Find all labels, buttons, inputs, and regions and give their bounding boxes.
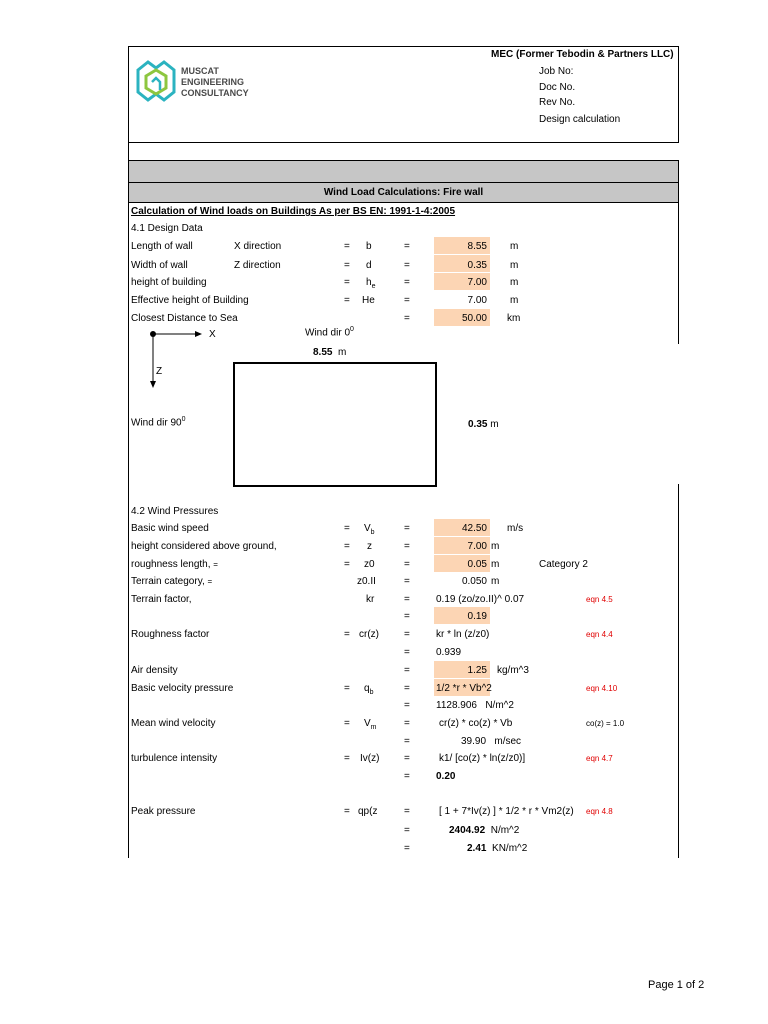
height-label: height of building: [131, 277, 207, 288]
iv-ref: eqn 4.7: [586, 754, 613, 763]
terrain-factor-label: Terrain factor,: [131, 594, 192, 605]
vm-eq1: =: [344, 718, 350, 729]
iv-eq2: =: [404, 753, 410, 764]
wind-speed-symbol: $V_b$: [364, 523, 375, 536]
length-label: Length of wall: [131, 241, 193, 252]
roughness-factor-symbol: cr(z): [359, 629, 379, 640]
length-direction: X direction: [234, 241, 282, 252]
eff-height-symbol: He: [362, 295, 375, 306]
sea-distance-unit: km: [507, 313, 521, 324]
qp-ref: eqn 4.8: [586, 807, 613, 816]
logo-line-3: CONSULTANCY: [181, 88, 249, 98]
top-border: [128, 46, 679, 47]
terrain-factor-eq2: =: [404, 594, 410, 605]
qb-symbol: $q_b$: [364, 683, 374, 696]
vm-symbol: $V_m$: [364, 718, 377, 731]
qp-eq4: =: [404, 843, 410, 854]
eff-height-value: 7.00: [467, 295, 487, 306]
right-border-lower: [678, 484, 679, 858]
wind-pressures-heading: 4.2 Wind Pressures: [131, 506, 219, 517]
height-symbol: $h_e$: [366, 277, 376, 290]
page-subtitle: Calculation of Wind loads on Buildings As per BS EN: 1991-1-4:2005: [131, 206, 456, 217]
width-eq1: =: [344, 260, 350, 271]
vm-result: 39.90 m/sec: [461, 736, 522, 747]
right-border-mid: [678, 160, 679, 344]
z0-value: 0.05: [467, 559, 487, 570]
roughness-factor-eq3: =: [404, 647, 410, 658]
length-eq1: =: [344, 241, 350, 252]
z0-label: roughness length, =: [131, 559, 218, 570]
iv-result: 0.20: [436, 771, 456, 782]
z-eq1: =: [344, 541, 350, 552]
page-number: Page 1 of 2: [648, 979, 705, 991]
wind-speed-label: Basic wind speed: [131, 523, 209, 534]
terrain-category-label: Terrain category, =: [131, 576, 213, 587]
length-symbol: b: [366, 241, 372, 252]
air-density-value: 1.25: [467, 665, 487, 676]
title-divider: [128, 202, 679, 203]
eff-height-unit: m: [510, 295, 519, 306]
wind-speed-eq1: =: [344, 523, 350, 534]
wind-dir-0-label: Wind dir $0^0$: [305, 326, 354, 339]
terrain-category-symbol: z0.II: [357, 576, 376, 587]
wind-dir-90-label: Wind dir $90^0$: [131, 416, 186, 429]
air-density-eq2: =: [404, 665, 410, 676]
logo-line-1: MUSCAT: [181, 66, 219, 76]
rev-no-field: Rev No.: [539, 97, 576, 108]
length-unit: m: [510, 241, 519, 252]
vm-ref: co(z) = 1.0: [586, 719, 625, 728]
qb-eq3: =: [404, 700, 410, 711]
height-unit: m: [510, 277, 519, 288]
qp-eq1: =: [344, 806, 350, 817]
z-label: height considered above ground,: [131, 541, 277, 552]
sea-distance-eq2: =: [404, 313, 410, 324]
length-eq2: =: [404, 241, 410, 252]
iv-formula: k1/ [co(z) * ln(z/z0)]: [439, 753, 526, 764]
wall-plan-rectangle: [233, 362, 437, 487]
terrain-category-unit: m: [491, 576, 500, 587]
wind-speed-unit: m/s: [507, 523, 524, 534]
roughness-factor-label: Roughness factor: [131, 629, 210, 640]
width-direction: Z direction: [234, 260, 281, 271]
air-density-unit: kg/m^3: [497, 665, 529, 676]
terrain-category-eq2: =: [404, 576, 410, 587]
z-unit: m: [491, 541, 500, 552]
qb-eq2: =: [404, 683, 410, 694]
sea-distance-label: Closest Distance to Sea: [131, 313, 238, 324]
height-eq1: =: [344, 277, 350, 288]
qb-eq1: =: [344, 683, 350, 694]
width-eq2: =: [404, 260, 410, 271]
z-symbol: z: [367, 541, 372, 552]
vm-eq2: =: [404, 718, 410, 729]
company-name: MEC (Former Tebodin & Partners LLC): [491, 49, 674, 60]
qp-result: 2404.92 N/m^2: [449, 825, 520, 836]
logo-mark-icon: [134, 56, 178, 106]
iv-symbol: Iv(z): [360, 753, 380, 764]
qp-result-kn: 2.41 KN/m^2: [467, 843, 528, 854]
job-no-field: Job No:: [539, 66, 574, 77]
roughness-factor-eq1: =: [344, 629, 350, 640]
length-value: 8.55: [467, 241, 487, 252]
roughness-factor-formula: kr * ln (z/z0): [436, 629, 490, 640]
roughness-factor-ref: eqn 4.4: [586, 630, 613, 639]
x-axis-label: X: [209, 329, 216, 340]
z-axis-label: Z: [156, 366, 163, 377]
length-dimension: 8.55 m: [313, 347, 347, 358]
qb-label: Basic velocity pressure: [131, 683, 234, 694]
height-eq2: =: [404, 277, 410, 288]
roughness-factor-eq2: =: [404, 629, 410, 640]
width-value: 0.35: [467, 260, 487, 271]
height-value: 7.00: [467, 277, 487, 288]
iv-label: turbulence intensity: [131, 753, 218, 764]
terrain-factor-formula: 0.19 (zo/zo.II)^ 0.07: [436, 594, 525, 605]
logo-line-2: ENGINEERING: [181, 77, 245, 87]
company-logo: [134, 56, 178, 106]
design-calc-field: Design calculation: [539, 114, 621, 125]
wind-speed-eq2: =: [404, 523, 410, 534]
vm-formula: cr(z) * co(z) * Vb: [439, 718, 513, 729]
roughness-factor-result: 0.939: [436, 647, 462, 658]
eff-height-label: Effective height of Building: [131, 295, 249, 306]
qp-eq2: =: [404, 806, 410, 817]
terrain-factor-eq3: =: [404, 611, 410, 622]
vm-label: Mean wind velocity: [131, 718, 216, 729]
z0-symbol: z0: [364, 559, 375, 570]
eff-height-eq1: =: [344, 295, 350, 306]
terrain-factor-symbol: kr: [366, 594, 375, 605]
qb-formula: 1/2 *r * Vb^2: [436, 683, 492, 694]
vm-eq3: =: [404, 736, 410, 747]
doc-no-field: Doc No.: [539, 82, 576, 93]
sea-distance-value: 50.00: [461, 313, 487, 324]
qp-label: Peak pressure: [131, 806, 196, 817]
air-density-label: Air density: [131, 665, 178, 676]
gray-band: [129, 161, 678, 182]
qp-formula: [ 1 + 7*Iv(z) ] * 1/2 * r * Vm2(z): [439, 806, 574, 817]
width-label: Width of wall: [131, 260, 188, 271]
wind-speed-value: 42.50: [461, 523, 487, 534]
qp-eq3: =: [404, 825, 410, 836]
iv-eq3: =: [404, 771, 410, 782]
category-note: Category 2: [539, 559, 588, 570]
z0-eq2: =: [404, 559, 410, 570]
z-eq2: =: [404, 541, 410, 552]
qb-ref: eqn 4.10: [586, 684, 618, 693]
qb-result: 1128.906 N/m^2: [436, 700, 514, 711]
width-dimension: 0.35 m: [468, 419, 499, 430]
right-border: [678, 46, 679, 142]
terrain-factor-ref: eqn 4.5: [586, 595, 613, 604]
terrain-factor-result: 0.19: [467, 611, 487, 622]
z-value: 7.00: [467, 541, 487, 552]
qp-symbol: qp(z: [358, 806, 378, 817]
iv-eq1: =: [344, 753, 350, 764]
page-title: Wind Load Calculations: Fire wall: [323, 187, 484, 198]
header-divider: [128, 142, 679, 143]
design-data-heading: 4.1 Design Data: [131, 223, 203, 234]
terrain-category-value: 0.050: [461, 576, 487, 587]
z0-eq1: =: [344, 559, 350, 570]
z0-unit: m: [491, 559, 500, 570]
width-unit: m: [510, 260, 519, 271]
width-symbol: d: [366, 260, 372, 271]
axis-arrows-icon: [140, 326, 210, 392]
eff-height-eq2: =: [404, 295, 410, 306]
